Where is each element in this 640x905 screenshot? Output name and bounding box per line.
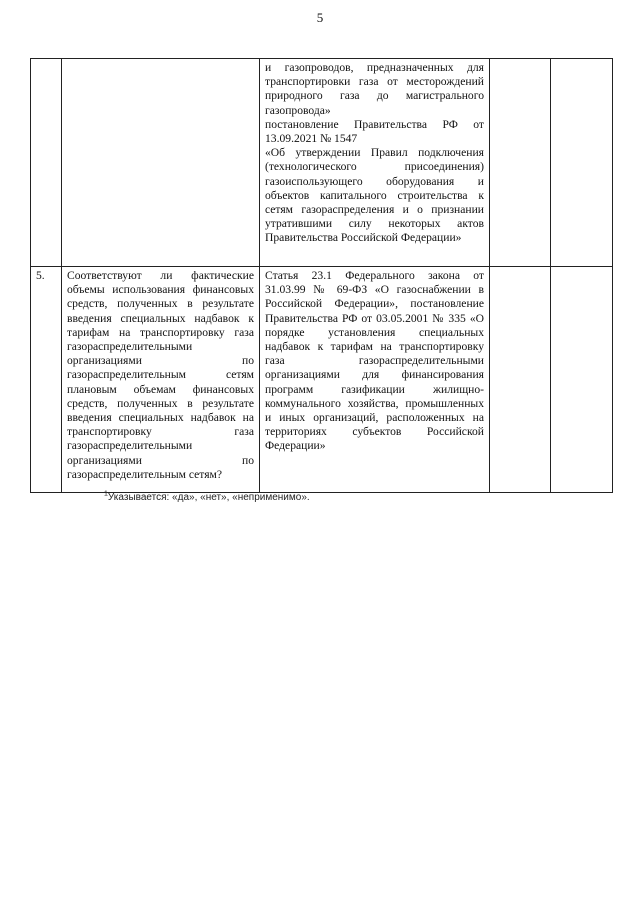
reference-text: и газопроводов, предназначенных для транспортировки газа от месторождений природного газа до магистрального газопровода» — [265, 61, 484, 117]
question-cell: Соответствуют ли фактические объемы использования финансовых средств, полученных в результате введения специальных надбавок к тарифам на транспортировку газа газораспределительными организациями по газораспределительным сетям плановым объемам финансовых средств, полученных в результате введения специальных надбавок на транспортировку газа газораспределительными организациями по газораспределительным сетям? — [62, 267, 260, 493]
table-row — [31, 267, 613, 493]
checklist-table — [30, 58, 613, 493]
footnote-text: Указывается: «да», «нет», «неприменимо». — [107, 492, 310, 503]
page-number: 5 — [316, 10, 324, 25]
row-number-cell: 5. — [31, 267, 62, 493]
reference-text: постановление Правительства РФ от 13.09.2021 № 1547 — [265, 117, 484, 146]
note-cell — [551, 267, 613, 493]
reference-text: «Об утверждении Правил подключения (технологического присоединения) газоиспользующего оборудования и объектов капитального строительства к сетям газораспределения и о признании утратившими силу некоторых актов Правительства Российской Федерации» — [265, 146, 484, 245]
footnote-marker: 1 — [104, 490, 108, 498]
references-cell — [260, 267, 490, 493]
row-number-cell — [31, 59, 62, 267]
references-cell — [260, 59, 490, 267]
reference-text: Статья 23.1 Федерального закона от 31.03.99 № 69-ФЗ «О газоснабжении в Российской Федерации», постановление Правительства РФ от 03.05.2001 № 335 «О порядке установления специальных надбавок к тарифам на транспортировку газа газораспределительными организациями для финансирования программ газификации жилищно-коммунального хозяйства, промышленных и иных организаций, расположенных на территориях субъектов Российской Федерации» — [265, 269, 484, 453]
question-cell — [62, 59, 260, 267]
answer-cell — [490, 59, 551, 267]
footnote — [104, 492, 310, 503]
table-row — [31, 59, 613, 267]
note-cell — [551, 59, 613, 267]
answer-cell — [490, 267, 551, 493]
